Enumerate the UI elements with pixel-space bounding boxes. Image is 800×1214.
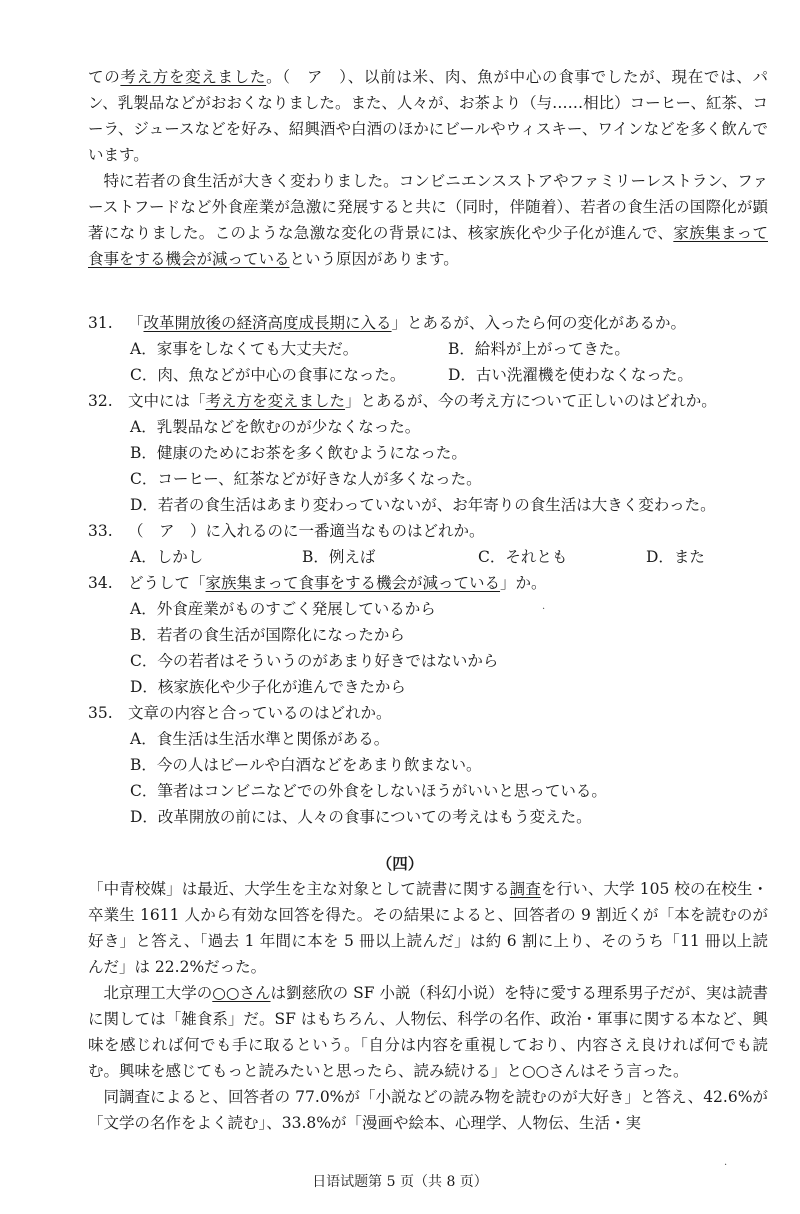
option-a: A．食生活は生活水準と関係がある。 [130,730,390,748]
option-a: A．しかし [130,548,204,566]
scan-speck: · [724,1160,728,1171]
question-31: 31. 「改革開放後の経済高度成長期に入る」とあるが、入ったら何の変化があるか。 [88,314,687,332]
option-b: B．給料が上がってきた。 [448,340,630,358]
question-31-options-row-1 [88,336,778,362]
passage-1 [88,64,768,272]
page-footer: 日语试题第 5 页（共 8 页） [312,1174,488,1190]
passage-1-paragraph-2: 特に若者の食生活が大きく変わりました。コンビニエンスストアやファミリーレストラン、ファーストフードなど外食産業が急激に発展すると共に（同时，伴随着）、若者の食生活の国際化が顕著になりました。このような急激な変化の背景には、核家族化や少子化が進んで、家族集まって食事をする機会が減っているという原因があります。 [88,172,768,268]
underlined-phrase: 調査 [509,880,541,898]
passage-4-paragraph-2: 北京理工大学の○○さんは劉慈欣の SF 小説（科幻小说）を特に愛する理系男子だが、実は読書に関しては「雑食系」だ。SF はもちろん、人物伝、科学の名作、政治・軍事に関する本など、興味を感じれば何でも手に取るという。「自分は内容を重視しており、内容さえ良ければ何でも読む。興味を感じてもっと読みたいと思ったら、読み続ける」と○○さんはそう言った。 [88,984,768,1080]
option-b: B．例えば [302,548,376,566]
passage-4 [88,876,768,1136]
passage-4-paragraph-1: 「中青校媒」は最近、大学生を主な対象として読書に関する調査を行い、大学 105 校の在校生・卒業生 1611 人から有効な回答を得た。その結果によると、回答者の 9 割近くが「本を読むのが好き」と答え、「過去 1 年間に本を 5 冊以上読んだ」は約 6 割に上り、そのうち「11 冊以上読んだ」は 22.2%だった。 [88,880,768,976]
underlined-name: ○○さん [212,984,271,1002]
option-b: B．今の人はビールや白酒などをあまり飲まない。 [130,756,482,774]
passage-1-paragraph-1: ての考え方を変えました。（ ア ）、以前は米、肉、魚が中心の食事でしたが、現在では、パン、乳製品などがおおくなりました。また、人々が、お茶より（与……相比）コーヒー、紅茶、コーラ、ジュースなどを好み、紹興酒や白酒のほかにビールやウィスキー、ワインなどを多く飲んでいます。 [88,68,768,164]
option-c: C．今の若者はそういうのがあまり好きではないから [130,652,499,670]
question-33: 33. （ ア ）に入れるのに一番適当なものはどれか。 [88,522,485,540]
option-c: C．肉、魚などが中心の食事になった。 [130,366,406,384]
question-32: 32. 文中には「考え方を変えました」とあるが、今の考え方について正しいのはどれか。 [88,392,717,410]
question-34: 34. どうして「家族集まって食事をする機会が減っている」か。 [88,574,547,592]
question-31-options-row-2 [88,362,778,388]
question-35: 35. 文章の内容と合っているのはどれか。 [88,704,392,722]
question-block [88,310,778,830]
scan-speck: · [542,604,546,615]
underlined-phrase: 考え方を変えました [120,68,267,86]
underlined-phrase: 家族集まって食事をする機会が減っている [88,224,768,268]
passage-4-paragraph-3: 同調査によると、回答者の 77.0%が「小説などの読み物を読むのが大好き」と答え、42.6%が「文学の名作をよく読む」、33.8%が「漫画や絵本、心理学、人物伝、生活・実 [88,1088,768,1132]
option-c: C．コーヒー、紅茶などが好きな人が多くなった。 [130,470,482,488]
option-a: A．家事をしなくても大丈夫だ。 [130,340,359,358]
option-a: A．乳製品などを飲むのが少なくなった。 [130,418,421,436]
option-d: D．また [646,548,705,566]
question-33-options [88,544,778,570]
option-a: A．外食産業がものすごく発展しているから [130,600,436,618]
option-c: C．それとも [478,548,568,566]
option-d: D．核家族化や少子化が進んできたから [130,678,406,696]
option-b: B．健康のためにお茶を多く飲むようになった。 [130,444,467,462]
option-d: D．改革開放の前には、人々の食事についての考えはもう変えた。 [130,808,592,826]
option-d: D．古い洗濯機を使わなくなった。 [448,366,693,384]
section-heading: （四） [376,854,424,873]
option-d: D．若者の食生活はあまり変わっていないが、お年寄りの食生活は大きく変わった。 [130,496,716,514]
option-b: B．若者の食生活が国際化になったから [130,626,405,644]
option-c: C．筆者はコンビニなどでの外食をしないほうがいいと思っている。 [130,782,607,800]
